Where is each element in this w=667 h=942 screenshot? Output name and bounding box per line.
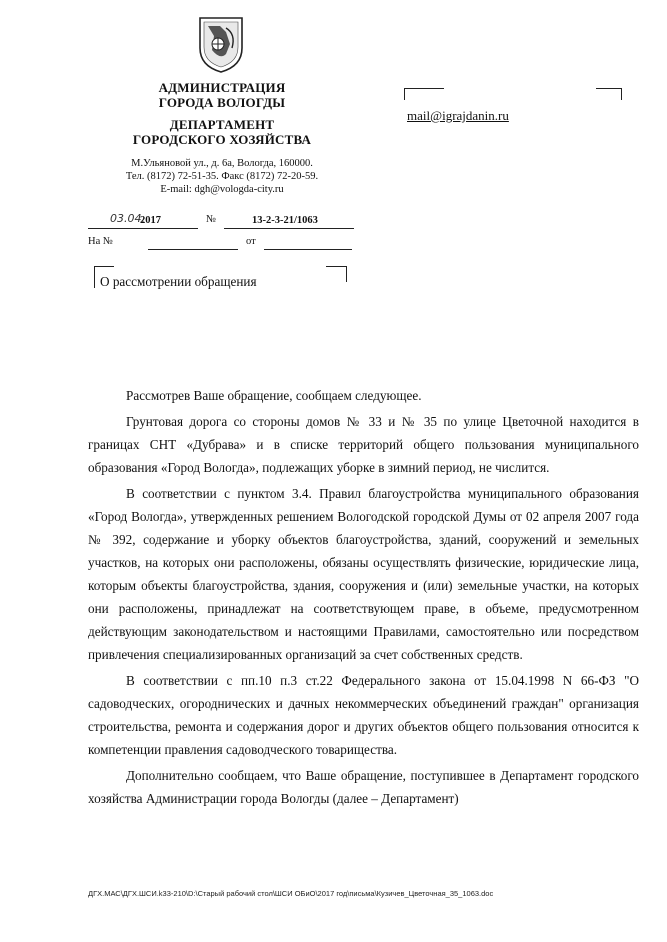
subject-bracket-top-right [326, 266, 346, 267]
subject: О рассмотрении обращения [100, 274, 257, 289]
reference-from-underline [264, 249, 352, 250]
body-paragraph-5: Дополнительно сообщаем, что Ваше обращение, поступившее в Департамент городского хозяйства Администрации города Вологды (далее – Департамент) [88, 768, 639, 806]
org-line-2: ГОРОДА ВОЛОГДЫ [158, 95, 286, 110]
department-address [92, 157, 352, 196]
registration-line [88, 214, 358, 232]
letter-body [88, 384, 639, 810]
dept-line-1: ДЕПАРТАМЕНТ [169, 117, 275, 132]
address-line-2: Тел. (8172) 72-51-35. Факс (8172) 72-20-59. [125, 171, 319, 182]
recipient-bracket-top-left [404, 88, 444, 89]
department-name [110, 117, 334, 147]
subject-bracket-right [346, 266, 347, 282]
recipient-email[interactable]: mail@igrajdanin.ru [407, 108, 509, 123]
registration-number: 13-2-3-21/1063 [252, 215, 318, 226]
subject-bracket-top-left [94, 266, 114, 267]
subject-bracket-left [94, 266, 95, 288]
org-line-1: АДМИНИСТРАЦИЯ [158, 80, 286, 95]
number-underline [224, 228, 354, 229]
reference-label: На № [88, 236, 113, 247]
dept-line-2: ГОРОДСКОГО ХОЗЯЙСТВА [132, 132, 312, 147]
reference-line [88, 236, 358, 252]
recipient-bracket-left [404, 88, 405, 100]
org-name [130, 80, 314, 110]
body-paragraph-3: В соответствии с пунктом 3.4. Правил благоустройства муниципального образования «Город Вологда», утвержденных решением Вологодской городской Думы от 02 апреля 2007 года № 392, содержание и уборку объектов благоустройства, зданий, сооружений и земельных участков, на которых они расположены, обязаны осуществлять физические, юридические лица, которым объекты благоустройства, здания, сооружения и (или) земельные участки, на которых они расположены, принадлежат на соответствующем праве, в объеме, предусмотренном действующим законодательством и настоящими Правилами, самостоятельно или посредством привлечения специализированных организаций за счет собственных средств. [88, 486, 639, 662]
address-line-1: М.Ульяновой ул., д. 6а, Вологда, 160000. [131, 158, 313, 169]
reference-underline [148, 249, 238, 250]
handwritten-date: 03.04. [110, 212, 145, 225]
body-paragraph-1: Рассмотрев Ваше обращение, сообщаем следующее. [126, 388, 422, 403]
registration-year: 2017 [140, 215, 161, 226]
body-paragraph-4: В соответствии с пп.10 п.3 ст.22 Федерального закона от 15.04.1998 N 66-ФЗ "О садоводческих, огороднических и дачных некоммерческих объединений граждан" организация строительства, ремонта и содержания дорог и других объектов общего пользования относится к компетенции правления садоводческого товарищества. [88, 673, 639, 757]
file-path-footer: ДГХ.МАС\ДГХ.ШСИ.k33-210\D:\Старый рабочий стол\ШСИ ОБиО\2017 год\письма\Кузичев_Цветочная_35_1063.doc [88, 889, 494, 898]
coat-of-arms-emblem [196, 14, 246, 74]
recipient-bracket-top-right [596, 88, 622, 89]
address-line-3: E-mail: dgh@vologda-city.ru [160, 184, 284, 195]
number-label: № [206, 214, 217, 225]
reference-from-label: от [246, 236, 256, 247]
date-underline [88, 228, 198, 229]
body-paragraph-2: Грунтовая дорога со стороны домов № 33 и № 35 по улице Цветочной находится в границах СНТ «Дубрава» и в списке территорий общего пользования муниципального образования «Город Вологда», подлежащих уборке в зимний период, не числится. [88, 414, 639, 475]
recipient-bracket-right [621, 88, 622, 100]
